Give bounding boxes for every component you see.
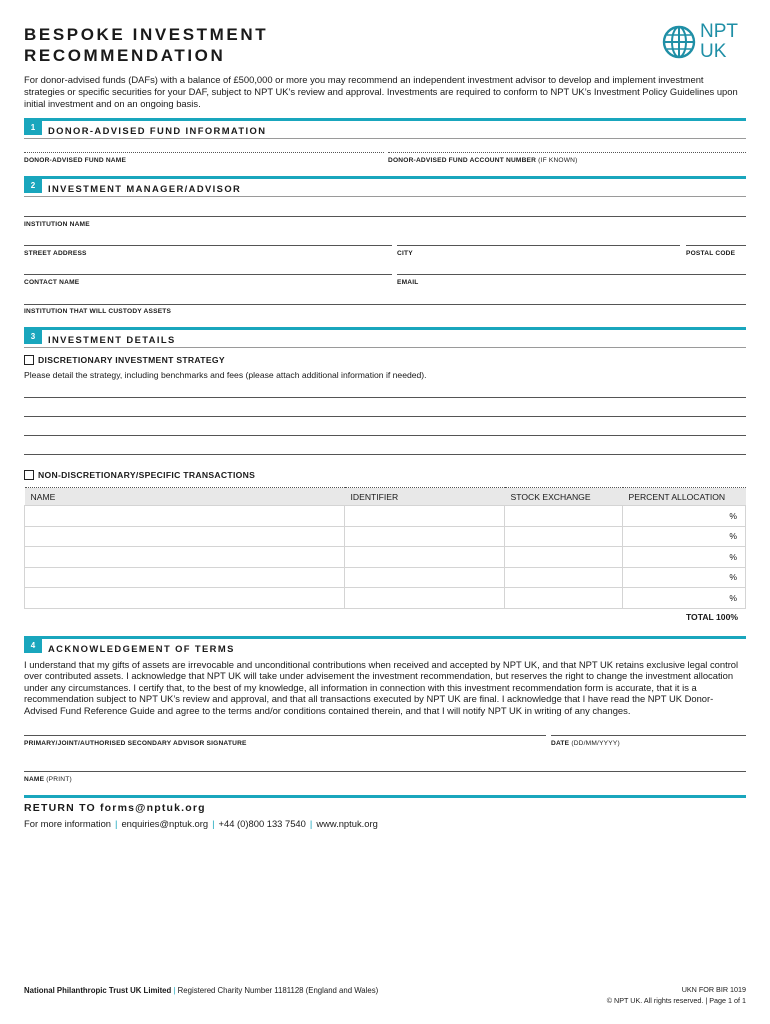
fund-name-field[interactable] (24, 152, 384, 153)
date-field[interactable] (551, 735, 746, 736)
name-cell[interactable] (25, 547, 345, 568)
form-title (24, 24, 268, 66)
table-row (25, 567, 746, 588)
percent-cell[interactable]: % (623, 526, 746, 547)
custody-institution-field[interactable] (24, 304, 746, 305)
return-bar (24, 795, 746, 798)
more-info (24, 818, 378, 829)
footer-charity: Registered Charity Number 1181128 (England and Wales) (177, 986, 379, 995)
fund-account-label (388, 157, 578, 164)
fund-account-label-text: DONOR-ADVISED FUND ACCOUNT NUMBER (388, 157, 537, 164)
footer-right (607, 984, 746, 1006)
institution-name-field[interactable] (24, 216, 746, 217)
signature-label: PRIMARY/JOINT/AUTHORISED SECONDARY ADVISOR SIGNATURE (24, 740, 247, 747)
npt-uk-logo (662, 21, 752, 63)
print-name-label (24, 776, 72, 783)
table-row (25, 506, 746, 527)
email-field[interactable] (397, 274, 746, 275)
section-2-rule (24, 196, 746, 197)
signature-field[interactable] (24, 735, 546, 736)
name-cell[interactable] (25, 526, 345, 547)
contact-name-label: CONTACT NAME (24, 279, 80, 286)
exchange-cell[interactable] (505, 547, 623, 568)
email-label: EMAIL (397, 279, 419, 286)
print-name-label-text: NAME (24, 776, 45, 783)
identifier-cell[interactable] (345, 506, 505, 527)
section-3-number: 3 (24, 330, 42, 344)
fund-name-label: DONOR-ADVISED FUND NAME (24, 157, 127, 164)
more-info-label: For more information (24, 818, 112, 829)
exchange-cell[interactable] (505, 526, 623, 547)
percent-cell[interactable]: % (623, 588, 746, 609)
postal-code-field[interactable] (686, 245, 746, 246)
exchange-cell[interactable] (505, 588, 623, 609)
col-identifier: IDENTIFIER (345, 488, 505, 506)
postal-code-label: POSTAL CODE (686, 250, 736, 257)
section-4-number: 4 (24, 639, 42, 653)
street-address-field[interactable] (24, 245, 392, 246)
copyright: © NPT UK. All rights reserved. | Page 1 of 1 (606, 996, 746, 1005)
section-1-number: 1 (24, 121, 42, 135)
percent-cell[interactable]: % (623, 547, 746, 568)
acknowledgement-text: I understand that my gifts of assets are irrevocable and unconditional contributions when received and accepted by NPT UK, and that NPT UK retains exclusive legal control over contributed assets. I acknowledge that NPT UK will take under advisement the investment recommendation, but reserves the right to change the investment allocation under any circumstances. I certify that, to the best of my knowledge, all information in connection with this investment recommendation form is accurate, that it is a recommendation subject to NPT UK’s review and approval, and that all transactions executed by NPT UK are final. I acknowledge that I have read the NPT UK Donor-Advised Fund Reference Guide and agree to the terms and/or conditions contained therein, and that I will notify NPT UK in writing of any changes. (24, 659, 739, 716)
title-line-1: BESPOKE INVESTMENT (24, 25, 269, 44)
section-2-number: 2 (24, 179, 42, 193)
street-address-label: STREET ADDRESS (24, 250, 87, 257)
separator: | (212, 818, 215, 829)
section-3-bar (24, 327, 746, 330)
identifier-cell[interactable] (345, 526, 505, 547)
table-row (25, 526, 746, 547)
exchange-cell[interactable] (505, 567, 623, 588)
percent-cell[interactable]: % (623, 506, 746, 527)
city-field[interactable] (397, 245, 680, 246)
logo-text-npt: NPT (700, 21, 738, 42)
section-3-title: INVESTMENT DETAILS (48, 334, 176, 345)
separator: | (115, 818, 118, 829)
table-row (25, 547, 746, 568)
identifier-cell[interactable] (345, 567, 505, 588)
table-row (25, 588, 746, 609)
section-4-bar (24, 636, 746, 639)
institution-name-label: INSTITUTION NAME (24, 221, 90, 228)
name-cell[interactable] (25, 506, 345, 527)
print-name-label-note: (PRINT) (46, 776, 72, 783)
exchange-cell[interactable] (505, 506, 623, 527)
identifier-cell[interactable] (345, 547, 505, 568)
strategy-line-1[interactable] (24, 397, 746, 398)
date-label-note: (DD/MM/YYYY) (571, 740, 620, 747)
discretionary-note: Please detail the strategy, including benchmarks and fees (please attach additional information if needed). (24, 370, 427, 380)
enquiries-email-link[interactable]: enquiries@nptuk.org (121, 818, 209, 829)
total-label: TOTAL 100% (685, 612, 738, 622)
section-4-title: ACKNOWLEDGEMENT OF TERMS (48, 643, 235, 654)
section-1-title: DONOR-ADVISED FUND INFORMATION (48, 125, 267, 136)
separator: | (309, 818, 313, 829)
non-discretionary-checkbox[interactable] (24, 470, 34, 480)
date-label-text: DATE (551, 740, 570, 747)
transactions-table (24, 487, 746, 609)
footer-org: National Philanthropic Trust UK Limited (24, 986, 172, 995)
separator: | (173, 986, 176, 995)
date-label (551, 740, 620, 747)
section-1-bar (24, 118, 746, 121)
footer-left (24, 986, 378, 995)
name-cell[interactable] (25, 588, 345, 609)
return-title: RETURN TO forms@nptuk.org (24, 802, 206, 814)
intro-paragraph: For donor-advised funds (DAFs) with a balance of £500,000 or more you may recommend an independent investment advisor to develop and implement investment strategies or specific securities for your DAF, subject to NPT UK’s review and approval. Investments are required to conform to NPT UK’s Investment Policy Guidelines upon initial investment and on an ongoing basis. (24, 74, 738, 109)
name-cell[interactable] (25, 567, 345, 588)
strategy-line-4[interactable] (24, 454, 746, 455)
contact-name-field[interactable] (24, 274, 392, 275)
title-line-2: RECOMMENDATION (24, 46, 226, 65)
section-2-bar (24, 176, 746, 179)
col-percent-allocation: PERCENT ALLOCATION (623, 488, 746, 506)
form-code: UKN FOR BIR 1019 (681, 985, 746, 994)
fund-account-label-note: (IF KNOWN) (538, 157, 578, 164)
non-discretionary-label: NON-DISCRETIONARY/SPECIFIC TRANSACTIONS (38, 470, 256, 480)
phone-number: +44 (0)800 133 7540 (218, 818, 306, 829)
section-2-title: INVESTMENT MANAGER/ADVISOR (48, 183, 242, 194)
discretionary-label: DISCRETIONARY INVESTMENT STRATEGY (38, 355, 225, 365)
strategy-line-3[interactable] (24, 435, 746, 436)
print-name-field[interactable] (24, 771, 746, 772)
percent-cell[interactable]: % (623, 567, 746, 588)
table-header-row (25, 488, 746, 506)
discretionary-checkbox[interactable] (24, 355, 34, 365)
city-label: CITY (397, 250, 413, 257)
globe-icon (662, 25, 696, 59)
strategy-line-2[interactable] (24, 416, 746, 417)
custody-institution-label: INSTITUTION THAT WILL CUSTODY ASSETS (24, 308, 172, 315)
identifier-cell[interactable] (345, 588, 505, 609)
section-1-rule (24, 138, 746, 139)
logo-text-uk: UK (700, 41, 727, 62)
col-name: NAME (25, 488, 345, 506)
col-stock-exchange: STOCK EXCHANGE (505, 488, 623, 506)
website-link[interactable]: www.nptuk.org (316, 818, 378, 829)
fund-account-field[interactable] (388, 152, 746, 153)
section-3-rule (24, 347, 746, 348)
